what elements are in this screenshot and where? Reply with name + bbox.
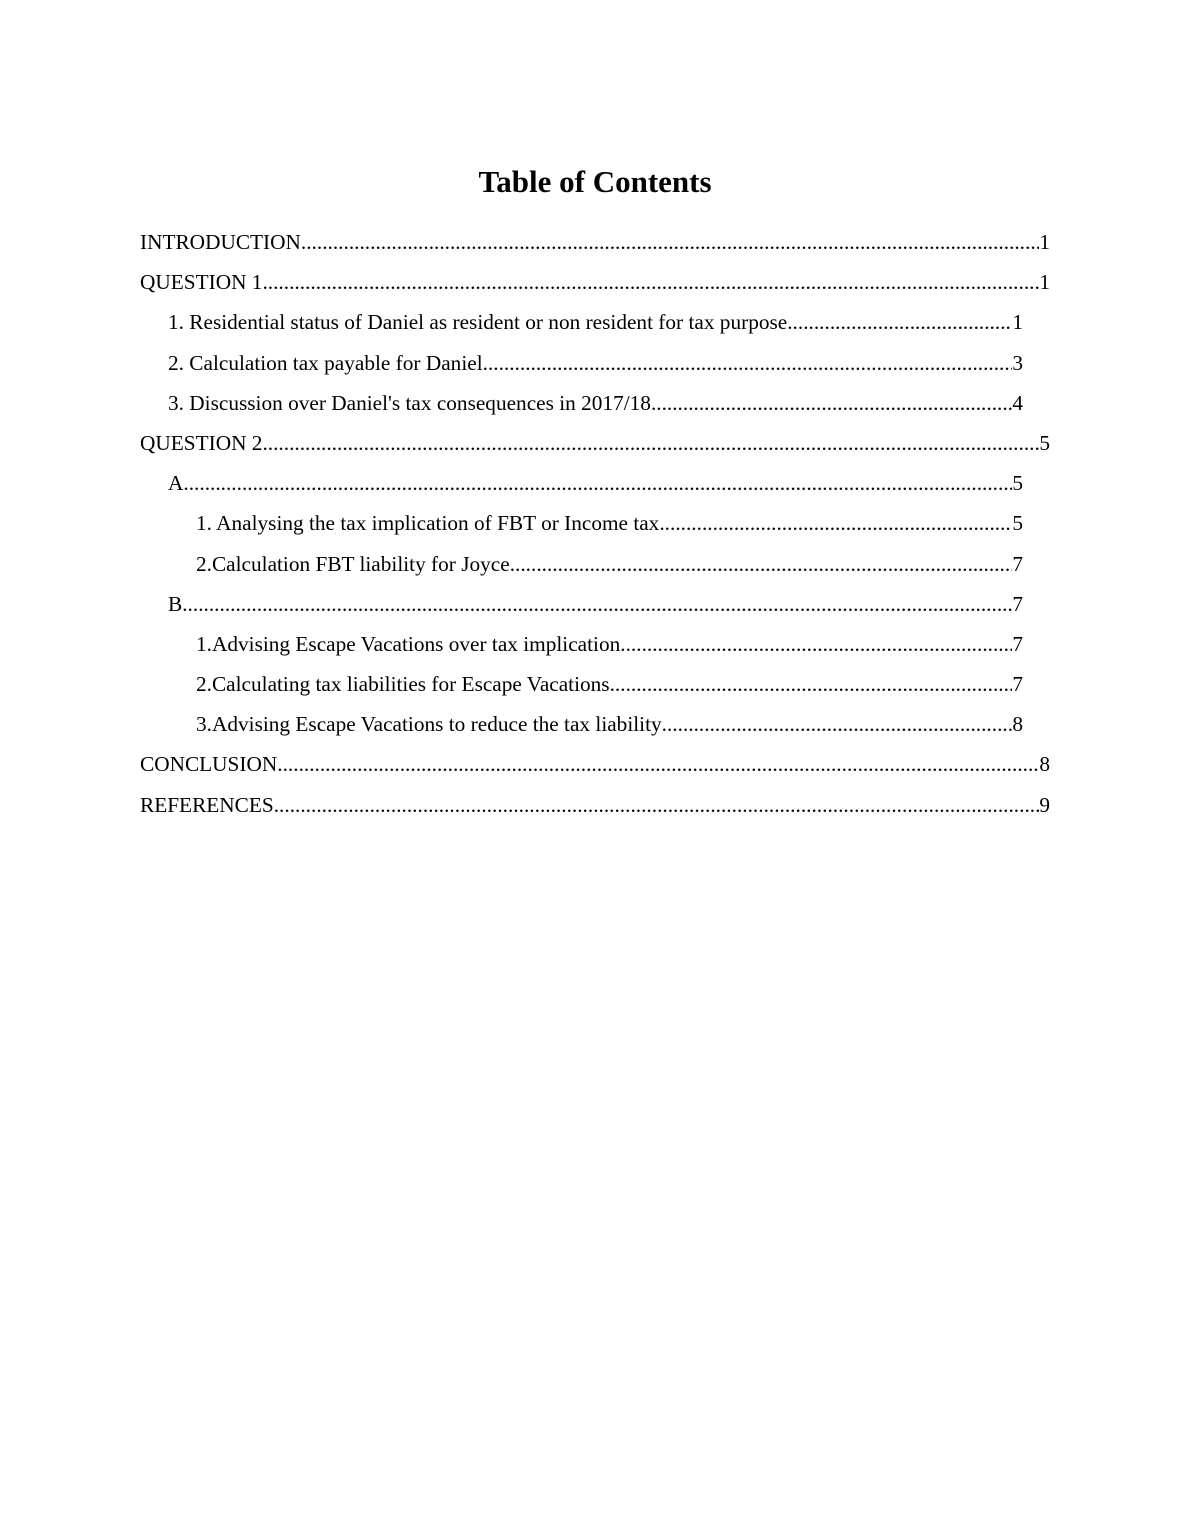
- toc-list: [0, 222, 1190, 825]
- dot-leader: [262, 423, 1039, 463]
- toc-title: Table of Contents: [478, 164, 712, 199]
- toc-entry-text: REFERENCES: [140, 792, 274, 817]
- dot-leader: [301, 222, 1039, 262]
- toc-entry-text: 2. Calculation tax payable for Daniel: [168, 350, 483, 375]
- toc-entry-page: 4: [1012, 390, 1023, 415]
- toc-entry-references[interactable]: [140, 785, 1050, 825]
- toc-entry-residential-status[interactable]: [168, 302, 1023, 342]
- toc-entry-page: 7: [1012, 591, 1023, 616]
- toc-entry-a[interactable]: [168, 463, 1023, 503]
- toc-entry-calculation-fbt-liability[interactable]: [196, 544, 1023, 584]
- toc-entry-page: 8: [1039, 752, 1050, 777]
- toc-entry-page: 7: [1012, 551, 1023, 576]
- toc-entry-text: INTRODUCTION: [140, 230, 301, 254]
- toc-entry-page: 1: [1039, 270, 1050, 295]
- dot-leader: [662, 704, 1013, 744]
- toc-entry-page: 8: [1012, 712, 1023, 737]
- toc-entry-text: 3.Advising Escape Vacations to reduce the tax liability: [196, 712, 662, 737]
- toc-entry-text: 3. Discussion over Daniel's tax consequences in 2017/18: [168, 390, 651, 415]
- dot-leader: [262, 262, 1039, 302]
- toc-entry-reduce-tax-liability[interactable]: [196, 704, 1023, 744]
- toc-entry-page: 5: [1012, 511, 1023, 536]
- dot-leader: [483, 343, 1013, 383]
- dot-leader: [651, 383, 1012, 423]
- toc-entry-text: CONCLUSION: [140, 752, 278, 777]
- dot-leader: [510, 544, 1013, 584]
- dot-leader: [183, 463, 1012, 503]
- dot-leader: [610, 664, 1013, 704]
- toc-entry-question-2[interactable]: [140, 423, 1050, 463]
- toc-entry-question-1[interactable]: [140, 262, 1050, 302]
- toc-entry-conclusion[interactable]: [140, 744, 1050, 784]
- toc-entry-introduction[interactable]: [140, 222, 1050, 262]
- toc-entry-text: A: [168, 471, 184, 496]
- toc-entry-text: 2.Calculation FBT liability for Joyce: [196, 551, 510, 576]
- toc-entry-page: 7: [1012, 631, 1023, 656]
- toc-entry-text: QUESTION 1: [140, 270, 263, 295]
- toc-entry-text: QUESTION 2: [140, 430, 263, 455]
- dot-leader: [277, 744, 1039, 784]
- toc-entry-page: 3: [1012, 350, 1023, 375]
- dot-leader: [620, 624, 1012, 664]
- toc-entry-analysing-tax-implication[interactable]: [196, 503, 1023, 543]
- toc-entry-discussion-tax-consequences[interactable]: [168, 383, 1023, 423]
- dot-leader: [787, 302, 1012, 342]
- toc-entry-calculation-tax-payable[interactable]: [168, 343, 1023, 383]
- toc-entry-page: 5: [1039, 430, 1050, 455]
- toc-entry-text: 1. Residential status of Daniel as resident or non resident for tax purpose: [168, 310, 788, 335]
- toc-entry-page: 5: [1012, 471, 1023, 496]
- toc-entry-text: 1.Advising Escape Vacations over tax implication: [196, 631, 621, 656]
- dot-leader: [182, 584, 1012, 624]
- toc-entry-calculating-tax-liabilities[interactable]: [196, 664, 1023, 704]
- toc-entry-advising-escape-vacations[interactable]: [196, 624, 1023, 664]
- toc-entry-page: 9: [1039, 792, 1050, 817]
- toc-entry-page: 1: [1039, 230, 1050, 254]
- toc-entry-text: 1. Analysing the tax implication of FBT or Income tax: [196, 511, 660, 536]
- toc-entry-page: 7: [1012, 672, 1023, 697]
- toc-entry-text: B: [168, 591, 183, 616]
- dot-leader: [659, 503, 1012, 543]
- toc-entry-b[interactable]: [168, 584, 1023, 624]
- toc-entry-text: 2.Calculating tax liabilities for Escape Vacations: [196, 672, 610, 697]
- toc-entry-page: 1: [1012, 310, 1023, 335]
- dot-leader: [274, 785, 1040, 825]
